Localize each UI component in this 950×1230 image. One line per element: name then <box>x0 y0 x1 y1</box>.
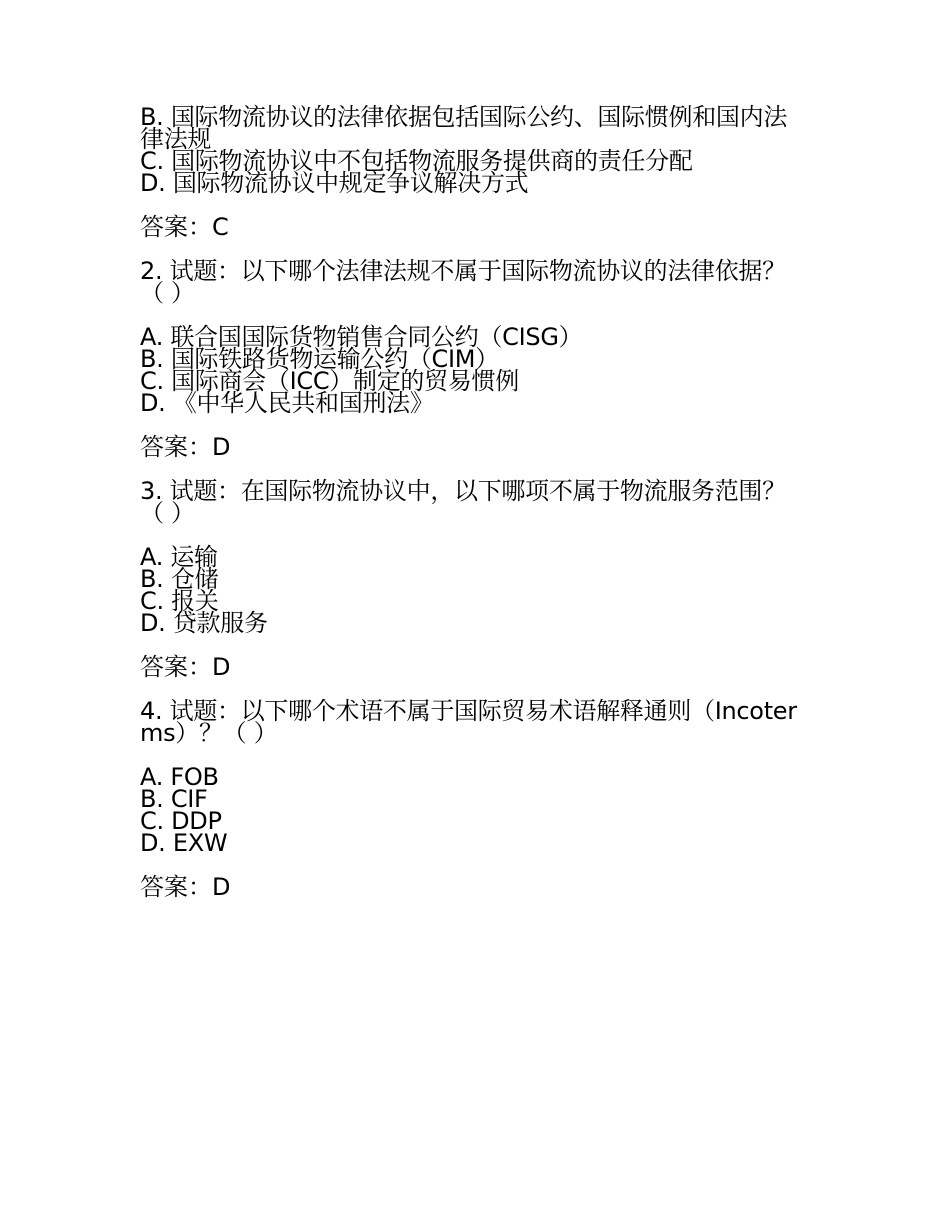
question-3-text: 3. 试题：在国际物流协议中，以下哪项不属于物流服务范围？（ ） <box>140 477 786 527</box>
question-2-options <box>140 323 800 417</box>
spacer <box>140 854 800 876</box>
option-c: C. 报关 <box>140 587 219 615</box>
question-3-answer: 答案：D <box>140 653 231 681</box>
question-4-options <box>140 763 800 857</box>
option-b: B. 国际物流协议的法律依据包括国际公约、国际惯例和国内法律法规 <box>140 103 788 153</box>
option-a: A. FOB <box>140 763 219 791</box>
option-d: D. 国际物流协议中规定争议解决方式 <box>140 169 529 197</box>
option-b: B. 国际铁路货物运输公约（CIM） <box>140 345 499 373</box>
option-b: B. CIF <box>140 785 208 813</box>
option-d: D. EXW <box>140 829 228 857</box>
question-2-text: 2. 试题：以下哪个法律法规不属于国际物流协议的法律依据？（ ） <box>140 257 786 307</box>
option-a: A. 联合国国际货物销售合同公约（CISG） <box>140 323 583 351</box>
spacer <box>140 634 800 656</box>
option-c: C. 国际商会（ICC）制定的贸易惯例 <box>140 367 519 395</box>
option-c: C. 国际物流协议中不包括物流服务提供商的责任分配 <box>140 147 693 175</box>
option-a: A. 运输 <box>140 543 218 571</box>
spacer <box>140 524 800 546</box>
option-c: C. DDP <box>140 807 222 835</box>
question-1-options <box>140 103 800 197</box>
spacer <box>140 414 800 436</box>
question-3-options <box>140 543 800 637</box>
question-2-answer: 答案：D <box>140 433 231 461</box>
spacer <box>140 194 800 216</box>
question-4-text: 4. 试题：以下哪个术语不属于国际贸易术语解释通则（Incoterms）？（ ） <box>140 697 797 747</box>
question-4-answer: 答案：D <box>140 873 231 901</box>
option-d: D. 贷款服务 <box>140 609 268 637</box>
spacer <box>140 744 800 766</box>
option-d: D. 《中华人民共和国刑法》 <box>140 389 434 417</box>
page-content <box>140 103 800 901</box>
option-b: B. 仓储 <box>140 565 219 593</box>
question-1-answer: 答案：C <box>140 213 229 241</box>
